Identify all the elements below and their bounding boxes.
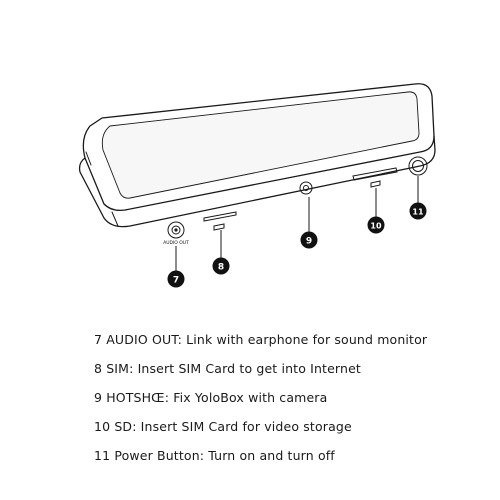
svg-text:7: 7 — [172, 275, 180, 286]
callout-badge-8 — [213, 258, 230, 275]
audio-out-port-label: AUDIO OUT — [163, 241, 189, 246]
left-side-slot — [112, 212, 118, 226]
legend-item-power-button: 11 Power Button: Turn on and turn off — [94, 448, 335, 463]
sd-slot — [353, 168, 397, 187]
legend-item-sd: 10 SD: Insert SIM Card for video storage — [94, 419, 352, 434]
audio-out-port — [163, 222, 189, 246]
device-screen — [102, 92, 419, 198]
sd-icon — [371, 181, 380, 187]
svg-text:11: 11 — [412, 207, 424, 217]
callout-legend — [94, 333, 427, 478]
legend-item-hotshoe: 9 HOTSHŒ: Fix YoloBox with camera — [94, 390, 328, 405]
sim-slot — [204, 212, 236, 230]
legend-item-sim: 8 SIM: Insert SIM Card to get into Internet — [94, 361, 361, 376]
svg-text:9: 9 — [305, 236, 313, 247]
svg-text:8: 8 — [217, 262, 225, 273]
callout-badge-9 — [301, 232, 318, 249]
callout-badge-7 — [168, 271, 185, 288]
svg-text:10: 10 — [370, 221, 382, 231]
sim-icon — [214, 224, 224, 230]
callout-badge-10 — [368, 217, 385, 234]
hotshoe-mount — [300, 182, 312, 194]
legend-item-audio-out: 7 AUDIO OUT: Link with earphone for sound monitor — [94, 332, 428, 347]
callout-badge-11 — [410, 203, 427, 220]
